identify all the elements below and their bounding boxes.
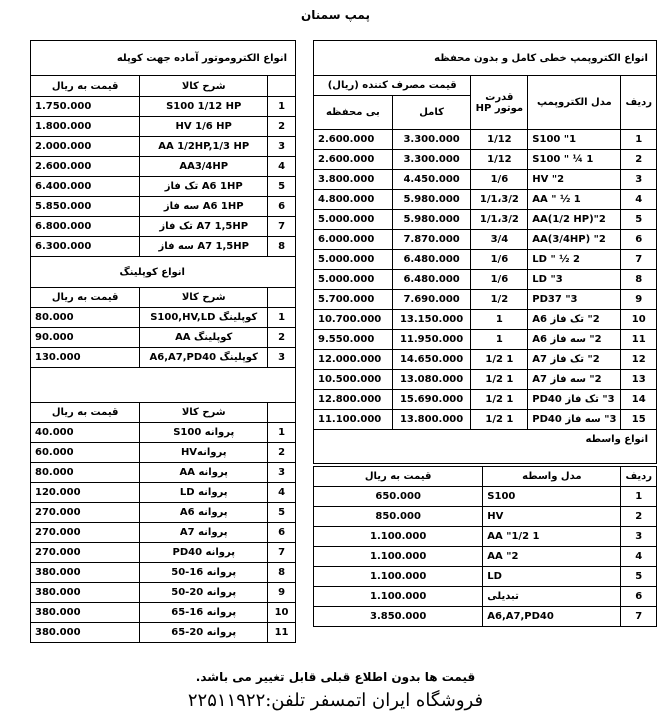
pump-row-kamel: 6.480.000: [392, 270, 471, 290]
intermediate-row-n: 6: [621, 587, 657, 607]
coupling-row-price: 130.000: [31, 348, 140, 368]
motor-row-desc: S100 1/12 HP: [140, 97, 268, 117]
pump-row-kamel: 4.450.000: [392, 170, 471, 190]
fan-row-n: 9: [268, 583, 296, 603]
fan-col-desc: شرح کالا: [140, 403, 268, 423]
col-kamel: کامل: [392, 96, 471, 130]
motor-row-n: 4: [268, 157, 296, 177]
coupling-row-desc: کوپلینگ A6,A7,PD40: [140, 348, 268, 368]
pump-row-power: 1/6: [471, 250, 528, 270]
intermediate-row: [314, 567, 657, 587]
fan-row: [31, 543, 296, 563]
fan-row: [31, 583, 296, 603]
pump-row-model: 1 ¼ " S100: [528, 150, 621, 170]
intermediate-row-model: S100: [483, 487, 621, 507]
fan-row-price: 270.000: [31, 543, 140, 563]
pump-row-n: 11: [621, 330, 657, 350]
col-price-group: قیمت مصرف کننده (ریال): [314, 76, 471, 96]
motor-col-desc: شرح کالا: [140, 76, 268, 97]
fan-row-desc: پروانهHV: [140, 443, 268, 463]
intermediate-row-n: 3: [621, 527, 657, 547]
fan-row: [31, 503, 296, 523]
pump-row-n: 5: [621, 210, 657, 230]
intermediate-table: [313, 466, 657, 627]
intermediate-row-model: HV: [483, 507, 621, 527]
pump-row-model: 3" PD37: [528, 290, 621, 310]
pump-row-n: 4: [621, 190, 657, 210]
fan-row: [31, 483, 296, 503]
pump-row-bi: 10.700.000: [314, 310, 393, 330]
intermediate-row-model: A6,A7,PD40: [483, 607, 621, 627]
pump-row-power: 1 1/2: [471, 390, 528, 410]
mid-col-price: قیمت به ریال: [314, 467, 483, 487]
fan-row-price: 270.000: [31, 523, 140, 543]
pump-row-kamel: 13.150.000: [392, 310, 471, 330]
pump-row: [314, 290, 657, 310]
pump-row-bi: 10.500.000: [314, 370, 393, 390]
motor-row-desc: A6 1HP تک فاز: [140, 177, 268, 197]
pump-row: [314, 330, 657, 350]
fan-row-desc: پروانه 16-50: [140, 563, 268, 583]
fan-row-desc: پروانه LD: [140, 483, 268, 503]
pump-row: [314, 410, 657, 430]
mid-col-model: مدل واسطه: [483, 467, 621, 487]
fan-row-n: 10: [268, 603, 296, 623]
fan-row-n: 4: [268, 483, 296, 503]
fan-row-price: 270.000: [31, 503, 140, 523]
fan-row-price: 380.000: [31, 563, 140, 583]
fan-row: [31, 463, 296, 483]
fan-row: [31, 523, 296, 543]
pump-row-n: 8: [621, 270, 657, 290]
col-radif: ردیف: [621, 76, 657, 130]
motor-row: [31, 217, 296, 237]
pump-table-heading: انواع الکتروپمپ خطی کامل و بدون محفظه: [314, 41, 657, 76]
pump-row-model: 2" تک فاز A6: [528, 310, 621, 330]
fan-row-n: 3: [268, 463, 296, 483]
intermediate-row-price: 1.100.000: [314, 587, 483, 607]
coupling-row-n: 3: [268, 348, 296, 368]
pump-row-n: 15: [621, 410, 657, 430]
intermediate-row: [314, 487, 657, 507]
pump-row-power: 1/12: [471, 150, 528, 170]
pump-row-kamel: 6.480.000: [392, 250, 471, 270]
fan-row-n: 5: [268, 503, 296, 523]
pump-row-model: 2" سه فاز A7: [528, 370, 621, 390]
fan-row-desc: پروانه A6: [140, 503, 268, 523]
pump-row-bi: 5.700.000: [314, 290, 393, 310]
motor-row-n: 5: [268, 177, 296, 197]
pump-row-n: 7: [621, 250, 657, 270]
motor-row: [31, 197, 296, 217]
fan-row-n: 6: [268, 523, 296, 543]
motor-row: [31, 177, 296, 197]
fan-row-desc: پروانه 16-65: [140, 603, 268, 623]
fan-row-n: 8: [268, 563, 296, 583]
motor-row-price: 1.800.000: [31, 117, 140, 137]
coupling-col-price: قیمت به ریال: [31, 288, 140, 308]
pump-row-bi: 9.550.000: [314, 330, 393, 350]
pump-row-n: 6: [621, 230, 657, 250]
pump-row: [314, 310, 657, 330]
pump-row-n: 12: [621, 350, 657, 370]
pump-row-power: 1: [471, 310, 528, 330]
pump-row-kamel: 7.870.000: [392, 230, 471, 250]
fan-row-price: 380.000: [31, 603, 140, 623]
pump-row-power: 3/4: [471, 230, 528, 250]
pump-row-kamel: 11.950.000: [392, 330, 471, 350]
pump-row-n: 9: [621, 290, 657, 310]
coupling-row-price: 90.000: [31, 328, 140, 348]
pump-row-kamel: 5.980.000: [392, 210, 471, 230]
fan-row-desc: پروانه PD40: [140, 543, 268, 563]
intermediate-row: [314, 527, 657, 547]
pump-row-model: 1" S100: [528, 130, 621, 150]
intermediate-row: [314, 507, 657, 527]
motor-row: [31, 157, 296, 177]
motor-row-price: 2.600.000: [31, 157, 140, 177]
fan-row-desc: پروانه 20-50: [140, 583, 268, 603]
intermediate-row: [314, 587, 657, 607]
fan-row-desc: پروانه S100: [140, 423, 268, 443]
fan-row-n: 7: [268, 543, 296, 563]
motor-row-n: 6: [268, 197, 296, 217]
motor-row-price: 1.750.000: [31, 97, 140, 117]
fan-row: [31, 603, 296, 623]
motor-row-price: 2.000.000: [31, 137, 140, 157]
fan-row-price: 80.000: [31, 463, 140, 483]
motor-row-desc: A7 1,5HP تک فاز: [140, 217, 268, 237]
pump-row: [314, 130, 657, 150]
pump-row-bi: 12.000.000: [314, 350, 393, 370]
pump-row-power: 1/1،3/2: [471, 210, 528, 230]
col-power: قدرت موتور HP: [471, 76, 528, 130]
motor-row-desc: AA 1/2HP,1/3 HP: [140, 137, 268, 157]
coupling-heading: انواع کوپلینگ: [31, 257, 296, 288]
pump-row-bi: 11.100.000: [314, 410, 393, 430]
coupling-row-desc: کوپلینگ AA: [140, 328, 268, 348]
intermediate-row-model: 2" AA: [483, 547, 621, 567]
pump-row: [314, 170, 657, 190]
pump-row-model: 2" AA(3/4HP): [528, 230, 621, 250]
pump-row-power: 1/2: [471, 290, 528, 310]
pump-row-model: 3" سه فاز PD40: [528, 410, 621, 430]
intermediate-row-price: 850.000: [314, 507, 483, 527]
coupling-row-n: 2: [268, 328, 296, 348]
intermediate-row-model: 1 1/2" AA: [483, 527, 621, 547]
coupling-row-n: 1: [268, 308, 296, 328]
pump-row-power: 1 1/2: [471, 370, 528, 390]
motor-row-n: 2: [268, 117, 296, 137]
motor-row-n: 1: [268, 97, 296, 117]
fan-row: [31, 423, 296, 443]
pump-row-kamel: 13.080.000: [392, 370, 471, 390]
col-bi: بی محفظه: [314, 96, 393, 130]
pump-row-model: 2" تک فاز A7: [528, 350, 621, 370]
intermediate-row-price: 1.100.000: [314, 567, 483, 587]
pump-row: [314, 350, 657, 370]
intermediate-row-price: 3.850.000: [314, 607, 483, 627]
pump-row-n: 13: [621, 370, 657, 390]
coupling-row-price: 80.000: [31, 308, 140, 328]
pump-row-power: 1 1/2: [471, 410, 528, 430]
fan-row-price: 40.000: [31, 423, 140, 443]
pump-row: [314, 230, 657, 250]
intermediate-row-model: تبدیلی: [483, 587, 621, 607]
intermediate-row-price: 650.000: [314, 487, 483, 507]
fan-row-n: 11: [268, 623, 296, 643]
pump-table: [313, 40, 657, 464]
pump-row: [314, 210, 657, 230]
fan-row-price: 60.000: [31, 443, 140, 463]
pump-row-bi: 4.800.000: [314, 190, 393, 210]
fan-row-price: 380.000: [31, 583, 140, 603]
pump-row-model: 2" HV: [528, 170, 621, 190]
motor-row-n: 8: [268, 237, 296, 257]
pump-row-model: 2" سه فاز A6: [528, 330, 621, 350]
pump-row: [314, 150, 657, 170]
price-note: قیمت ها بدون اطلاع قبلی قابل تغییر می باشد.: [195, 670, 476, 684]
pump-row-bi: 6.000.000: [314, 230, 393, 250]
pump-row-bi: 5.000.000: [314, 210, 393, 230]
coupling-row: [31, 348, 296, 368]
pump-row-model: 2"AA(1/2 HP): [528, 210, 621, 230]
fan-row-price: 120.000: [31, 483, 140, 503]
pump-row: [314, 390, 657, 410]
coupling-row: [31, 308, 296, 328]
pump-row-model: 2 ½ " LD: [528, 250, 621, 270]
pump-row-kamel: 15.690.000: [392, 390, 471, 410]
coupling-col-desc: شرح کالا: [140, 288, 268, 308]
col-model: مدل الکتروپمپ: [528, 76, 621, 130]
page-title: پمپ سمنان: [301, 8, 370, 22]
fan-row-price: 380.000: [31, 623, 140, 643]
pump-row-power: 1/6: [471, 170, 528, 190]
pump-row-n: 3: [621, 170, 657, 190]
motor-row-price: 5.850.000: [31, 197, 140, 217]
motor-row-n: 3: [268, 137, 296, 157]
pump-row-n: 1: [621, 130, 657, 150]
motor-row-price: 6.300.000: [31, 237, 140, 257]
pump-row-power: 1/1،3/2: [471, 190, 528, 210]
intermediate-row-price: 1.100.000: [314, 547, 483, 567]
pump-row-n: 14: [621, 390, 657, 410]
pump-row-kamel: 7.690.000: [392, 290, 471, 310]
intermediate-row-n: 4: [621, 547, 657, 567]
motor-row-n: 7: [268, 217, 296, 237]
intermediate-row-model: LD: [483, 567, 621, 587]
motor-row-price: 6.800.000: [31, 217, 140, 237]
motor-row-desc: HV 1/6 HP: [140, 117, 268, 137]
intermediate-row-n: 7: [621, 607, 657, 627]
pump-row-kamel: 5.980.000: [392, 190, 471, 210]
mid-col-radif: ردیف: [621, 467, 657, 487]
intermediate-row: [314, 547, 657, 567]
coupling-row: [31, 328, 296, 348]
fan-row-desc: پروانه 20-65: [140, 623, 268, 643]
pump-row: [314, 370, 657, 390]
motor-table: [30, 40, 296, 643]
pump-row-model: 1 ½ " AA: [528, 190, 621, 210]
pump-row-power: 1: [471, 330, 528, 350]
fan-row-desc: پروانه AA: [140, 463, 268, 483]
motor-row: [31, 237, 296, 257]
pump-row-bi: 5.000.000: [314, 270, 393, 290]
pump-row-power: 1/12: [471, 130, 528, 150]
fan-row-n: 1: [268, 423, 296, 443]
pump-row-bi: 12.800.000: [314, 390, 393, 410]
pump-row-model: 3" LD: [528, 270, 621, 290]
motor-col-price: قیمت به ریال: [31, 76, 140, 97]
motor-row-price: 6.400.000: [31, 177, 140, 197]
intermediate-row-n: 5: [621, 567, 657, 587]
intermediate-heading: انواع واسطه: [314, 430, 657, 450]
fan-row: [31, 563, 296, 583]
motor-row-desc: AA3/4HP: [140, 157, 268, 177]
pump-row-kamel: 13.800.000: [392, 410, 471, 430]
fan-row: [31, 443, 296, 463]
pump-row-kamel: 3.300.000: [392, 130, 471, 150]
fan-row-desc: پروانه A7: [140, 523, 268, 543]
pump-row-bi: 2.600.000: [314, 150, 393, 170]
pump-row-bi: 3.800.000: [314, 170, 393, 190]
motor-row-desc: A7 1,5HP سه فاز: [140, 237, 268, 257]
pump-row-bi: 2.600.000: [314, 130, 393, 150]
pump-row-n: 10: [621, 310, 657, 330]
intermediate-row-n: 2: [621, 507, 657, 527]
pump-row-n: 2: [621, 150, 657, 170]
pump-row: [314, 270, 657, 290]
pump-row-kamel: 3.300.000: [392, 150, 471, 170]
fan-row-n: 2: [268, 443, 296, 463]
intermediate-row: [314, 607, 657, 627]
intermediate-row-price: 1.100.000: [314, 527, 483, 547]
motor-row: [31, 137, 296, 157]
pump-row-model: 3" تک فاز PD40: [528, 390, 621, 410]
pump-row: [314, 250, 657, 270]
coupling-row-desc: کوپلینگ S100,HV,LD: [140, 308, 268, 328]
pump-row-bi: 5.000.000: [314, 250, 393, 270]
pump-row-power: 1 1/2: [471, 350, 528, 370]
pump-row: [314, 190, 657, 210]
motor-row: [31, 117, 296, 137]
intermediate-row-n: 1: [621, 487, 657, 507]
motor-row-desc: A6 1HP سه فاز: [140, 197, 268, 217]
fan-row: [31, 623, 296, 643]
store-contact: فروشگاه ایران اتمسفر تلفن:۲۲۵۱۱۹۲۲: [187, 690, 484, 711]
motor-row: [31, 97, 296, 117]
motor-table-heading: انواع الکتروموتور آماده جهت کوپله: [31, 41, 296, 76]
fan-col-price: قیمت به ریال: [31, 403, 140, 423]
pump-row-power: 1/6: [471, 270, 528, 290]
pump-row-kamel: 14.650.000: [392, 350, 471, 370]
